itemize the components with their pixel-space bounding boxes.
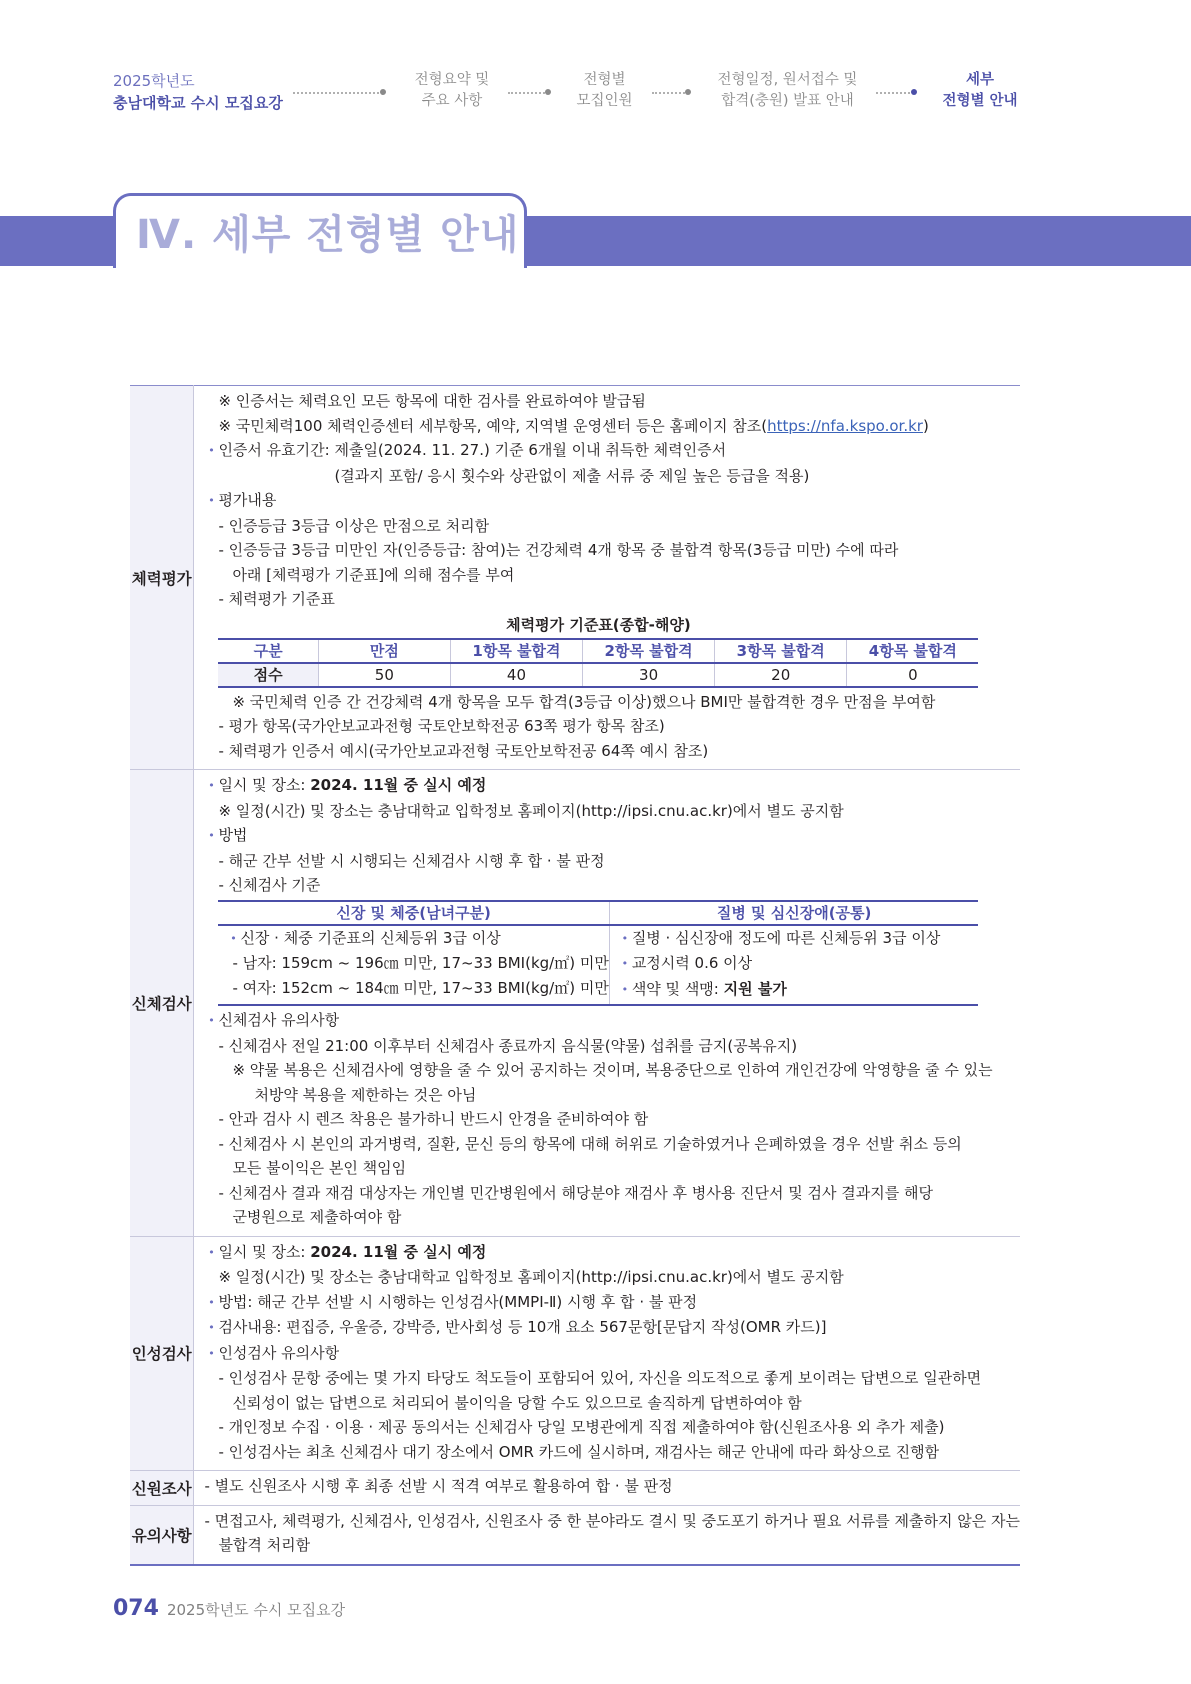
fitness-after-1: ※ 국민체력 인증 간 건강체력 4개 항목을 모두 합격(3등급 이상)했으나 BMI만 불합격한 경우 만점을 부여함: [232, 692, 936, 711]
personality-note-3: - 인성검사는 최초 신체검사 대기 장소에서 OMR 카드에 실시하며, 재검사는 해군 안내에 따라 화상으로 진행함: [218, 1442, 940, 1461]
personality-content: [194, 1236, 1020, 1471]
physical-date-note: ※ 일정(시간) 및 장소는 충남대학교 입학정보 홈페이지(http://ipsi.cnu.ac.kr)에서 별도 공지함: [218, 801, 844, 820]
physical-note-3: - 안과 검사 시 렌즈 착용은 불가하니 반드시 안경을 준비하여야 함: [218, 1110, 649, 1128]
personality-row: [130, 1236, 1020, 1471]
nfa-link[interactable]: https://nfa.kspo.or.kr: [767, 416, 923, 435]
hw-line-1: [218, 926, 608, 952]
td-full: 50: [318, 663, 450, 687]
height-weight-cell: [218, 925, 609, 1006]
physical-row: [130, 770, 1020, 1237]
top-navigation: [0, 70, 1191, 120]
th-fail4: 4항목 불합격: [847, 639, 979, 663]
th-fail1: 1항목 불합격: [450, 639, 582, 663]
fitness-eval-text: 평가내용: [218, 491, 277, 509]
admission-detail-table: [130, 385, 1020, 1566]
disease-line-1-text: 질병 · 심신장애 정도에 따른 신체등위 3급 이상: [631, 928, 941, 947]
td-fail3: 20: [715, 663, 847, 687]
nav-connector: [652, 92, 688, 94]
physical-notes-title-text: 신체검사 유의사항: [218, 1011, 340, 1029]
disease-cell: [609, 925, 978, 1006]
footer-text: 2025학년도 수시 모집요강: [166, 1601, 346, 1619]
bullet-icon: •: [208, 1014, 215, 1027]
fitness-note-2-text: ※ 국민체력100 체력인증센터 세부항목, 예약, 지역별 운영센터 등은 홈페이지 참조(: [218, 416, 768, 435]
personality-note-1: - 인성검사 문항 중에는 몇 가지 타당도 척도들이 포함되어 있어, 자신을 의도적으로 좋게 보이려는 답변으로 일관하면: [218, 1369, 982, 1387]
physical-criteria-table: [218, 900, 978, 1007]
caution-line-1: - 면접고사, 체력평가, 신체검사, 인성검사, 신원조사 중 한 분야라도 결시 및 중도포기 하거나 필요 서류를 제출하지 않은 자는: [204, 1511, 1020, 1530]
personality-note-1b: 신뢰성이 없는 답변으로 처리되어 불이익을 당할 수도 있으므로 솔직하게 답변하여야 함: [232, 1393, 802, 1412]
bullet-icon: •: [208, 1346, 215, 1360]
fitness-note-1: ※ 인증서는 체력요인 모든 항목에 대한 검사를 완료하여야 발급됨: [218, 392, 646, 410]
fitness-eval: [204, 488, 1020, 514]
bullet-icon: •: [208, 1295, 215, 1309]
personality-note-2: - 개인정보 수집 · 이용 · 제공 동의서는 신체검사 당일 모병관에게 직접 제출하여야 함(신원조사용 외 추가 제출): [218, 1418, 945, 1436]
personality-date-prefix: 일시 및 장소:: [218, 1242, 311, 1261]
caution-label: 유의사항: [130, 1505, 194, 1565]
fitness-note-2: [204, 414, 1020, 439]
nav-step-1-line1: 전형요약 및: [414, 72, 490, 88]
background-label: 신원조사: [130, 1471, 194, 1506]
physical-note-5: - 신체검사 결과 재검 대상자는 개인별 민간병원에서 해당분야 재검사 후 병사용 진단서 및 검사 결과지를 해당: [218, 1183, 933, 1202]
document-title: [113, 70, 283, 114]
disease-line-2: [610, 951, 979, 977]
personality-label: 인성검사: [130, 1236, 194, 1471]
physical-method-2: - 신체검사 기준: [218, 876, 321, 894]
fitness-validity-sub: (결과지 포함/ 응시 횟수와 상관없이 제출 서류 중 제일 높은 등급을 적용): [334, 466, 810, 485]
personality-notes-title-text: 인성검사 유의사항: [218, 1343, 340, 1362]
physical-table-header: [218, 901, 978, 925]
background-row: [130, 1471, 1020, 1506]
physical-note-4: - 신체검사 시 본인의 과거병력, 질환, 문신 등의 항목에 대해 허위로 기술하였거나 은폐하였을 경우 선발 취소 등의: [218, 1134, 962, 1153]
caution-line-2: 불합격 처리함: [218, 1536, 311, 1554]
personality-date-value: 2024. 11월 중 실시 예정: [310, 1242, 487, 1261]
hw-line-3: - 여자: 152cm ~ 184㎝ 미만, 17~33 BMI(kg/㎡) 미만: [232, 978, 609, 997]
td-fail2: 30: [583, 663, 715, 687]
hw-line-1-text: 신장 · 체중 기준표의 신체등위 3급 이상: [240, 928, 501, 947]
nav-step-3[interactable]: [700, 70, 875, 112]
physical-note-2: ※ 약물 복용은 신체검사에 영향을 줄 수 있어 공지하는 것이며, 복용중단으로 인하여 개인건강에 악영향을 줄 수 있는: [232, 1061, 993, 1079]
bullet-icon: •: [208, 494, 215, 507]
fitness-note-2-end: ): [922, 416, 929, 435]
bullet-icon: •: [208, 1245, 215, 1259]
nav-connector: [876, 92, 914, 94]
td-fail1: 40: [450, 663, 582, 687]
fitness-score-table: [218, 638, 978, 688]
fitness-eval-2: - 인증등급 3등급 미만인 자(인증등급: 참여)는 건강체력 4개 항목 중 불합격 항목(3등급 미만) 수에 따라: [218, 541, 899, 559]
bullet-icon: •: [208, 1321, 215, 1334]
fitness-table-title: 체력평가 기준표(종합-해양): [506, 615, 691, 634]
physical-table-row: [218, 925, 978, 1006]
th-height-weight: 신장 및 체중(남녀구분): [218, 901, 609, 925]
page-footer: [113, 1596, 345, 1621]
caution-content: [194, 1505, 1020, 1565]
physical-date: [204, 773, 1020, 799]
td-fail4: 0: [847, 663, 979, 687]
physical-date-value: 2024. 11월 중 실시 예정: [310, 776, 487, 794]
bullet-icon: •: [621, 982, 629, 996]
section-title: Ⅳ. 세부 전형별 안내: [136, 212, 520, 258]
th-fail3: 3항목 불합격: [715, 639, 847, 663]
physical-note-2b: 처방약 복용을 제한하는 것은 아님: [254, 1085, 477, 1104]
td-score-label: 점수: [218, 663, 318, 687]
physical-note-4b: 모든 불이익은 본인 책임임: [232, 1159, 407, 1177]
bullet-icon: •: [208, 829, 215, 842]
nav-step-3-line2: 합격(충원) 발표 안내: [721, 93, 854, 109]
physical-note-5b: 군병원으로 제출하여야 함: [232, 1208, 402, 1226]
disease-line-3-strong: 지원 불가: [723, 979, 787, 998]
fitness-table-row: [218, 663, 978, 687]
nav-step-3-line1: 전형일정, 원서접수 및: [717, 72, 858, 88]
fitness-eval-2b: 아래 [체력평가 기준표]에 의해 점수를 부여: [232, 565, 515, 584]
nav-step-1-line2: 주요 사항: [421, 93, 483, 109]
disease-line-1: [610, 926, 979, 952]
th-fail2: 2항목 불합격: [583, 639, 715, 663]
th-disease: 질병 및 심신장애(공통): [609, 901, 978, 925]
nav-step-2-line1: 전형별: [583, 72, 626, 88]
nav-step-marker-active: [911, 89, 917, 95]
disease-line-3: [610, 977, 979, 1003]
nav-step-4-line1: 세부: [965, 72, 994, 88]
nav-step-4-active[interactable]: [925, 70, 1035, 112]
personality-method-text: 방법: 해군 간부 선발 시 시행하는 인성검사(MMPI-Ⅱ) 시행 후 합 · 불 판정: [218, 1292, 698, 1311]
personality-notes-title: [204, 1341, 1020, 1367]
fitness-eval-3: - 체력평가 기준표: [218, 590, 335, 608]
personality-method: [204, 1290, 1020, 1316]
page-number: 074: [113, 1596, 159, 1621]
physical-notes-title: [204, 1008, 1020, 1034]
bullet-icon: •: [621, 957, 629, 970]
personality-content-text: 검사내용: 편집증, 우울증, 강박증, 반사회성 등 10개 요소 567문항[문답지 작성(OMR 카드)]: [218, 1318, 827, 1336]
physical-method: [204, 823, 1020, 849]
nav-connector: [508, 92, 548, 94]
fitness-content: [194, 386, 1020, 770]
bullet-icon: •: [621, 931, 629, 945]
nav-step-marker: [545, 89, 551, 95]
document-name: 충남대학교 수시 모집요강: [113, 94, 283, 112]
bullet-icon: •: [208, 779, 215, 792]
document-year: 2025학년도: [113, 72, 195, 90]
nav-step-1[interactable]: [392, 70, 512, 112]
fitness-eval-1: - 인증등급 3등급 이상은 만점으로 처리함: [218, 516, 490, 535]
personality-date-note: ※ 일정(시간) 및 장소는 충남대학교 입학정보 홈페이지(http://ipsi.cnu.ac.kr)에서 별도 공지함: [218, 1268, 844, 1286]
nav-step-2-line2: 모집인원: [576, 93, 633, 109]
caution-row: [130, 1505, 1020, 1565]
nav-step-2[interactable]: [557, 70, 652, 112]
th-full: 만점: [318, 639, 450, 663]
physical-note-1: - 신체검사 전일 21:00 이후부터 신체검사 종료까지 음식물(약물) 섭취를 금지(공복유지): [218, 1036, 798, 1055]
bullet-icon: •: [230, 931, 237, 945]
fitness-validity: [204, 438, 1020, 464]
physical-method-text: 방법: [218, 826, 248, 844]
disease-line-3-text: 색약 및 색맹:: [631, 979, 724, 998]
physical-method-1: - 해군 간부 선발 시 시행되는 신체검사 시행 후 합 · 불 판정: [218, 851, 605, 870]
bullet-icon: •: [208, 444, 215, 457]
disease-line-2-text: 교정시력 0.6 이상: [631, 954, 753, 972]
hw-line-2: - 남자: 159cm ~ 196㎝ 미만, 17~33 BMI(kg/㎡) 미만: [232, 954, 609, 972]
background-text: - 별도 신원조사 시행 후 최종 선발 시 적격 여부로 활용하여 합 · 불 판정: [204, 1477, 673, 1495]
personality-date: [204, 1240, 1020, 1266]
fitness-label: 체력평가: [130, 386, 194, 770]
fitness-after-3: - 체력평가 인증서 예시(국가안보교과전형 국토안보학전공 64쪽 예시 참조): [218, 741, 709, 760]
physical-date-prefix: 일시 및 장소:: [218, 776, 311, 794]
nav-step-marker: [685, 89, 691, 95]
personality-content-line: [204, 1315, 1020, 1341]
th-category: 구분: [218, 639, 318, 663]
fitness-validity-text: 인증서 유효기간: 제출일(2024. 11. 27.) 기준 6개월 이내 취득한 체력인증서: [218, 441, 727, 459]
nav-step-marker: [380, 89, 386, 95]
nav-step-4-line2: 전형별 안내: [942, 93, 1018, 109]
background-content: [194, 1471, 1020, 1506]
nav-connector: [293, 92, 383, 94]
fitness-table-header: [218, 639, 978, 663]
fitness-row: [130, 386, 1020, 770]
physical-content: [194, 770, 1020, 1237]
fitness-after-2: - 평가 항목(국가안보교과전형 국토안보학전공 63쪽 평가 항목 참조): [218, 717, 665, 735]
physical-label: 신체검사: [130, 770, 194, 1237]
